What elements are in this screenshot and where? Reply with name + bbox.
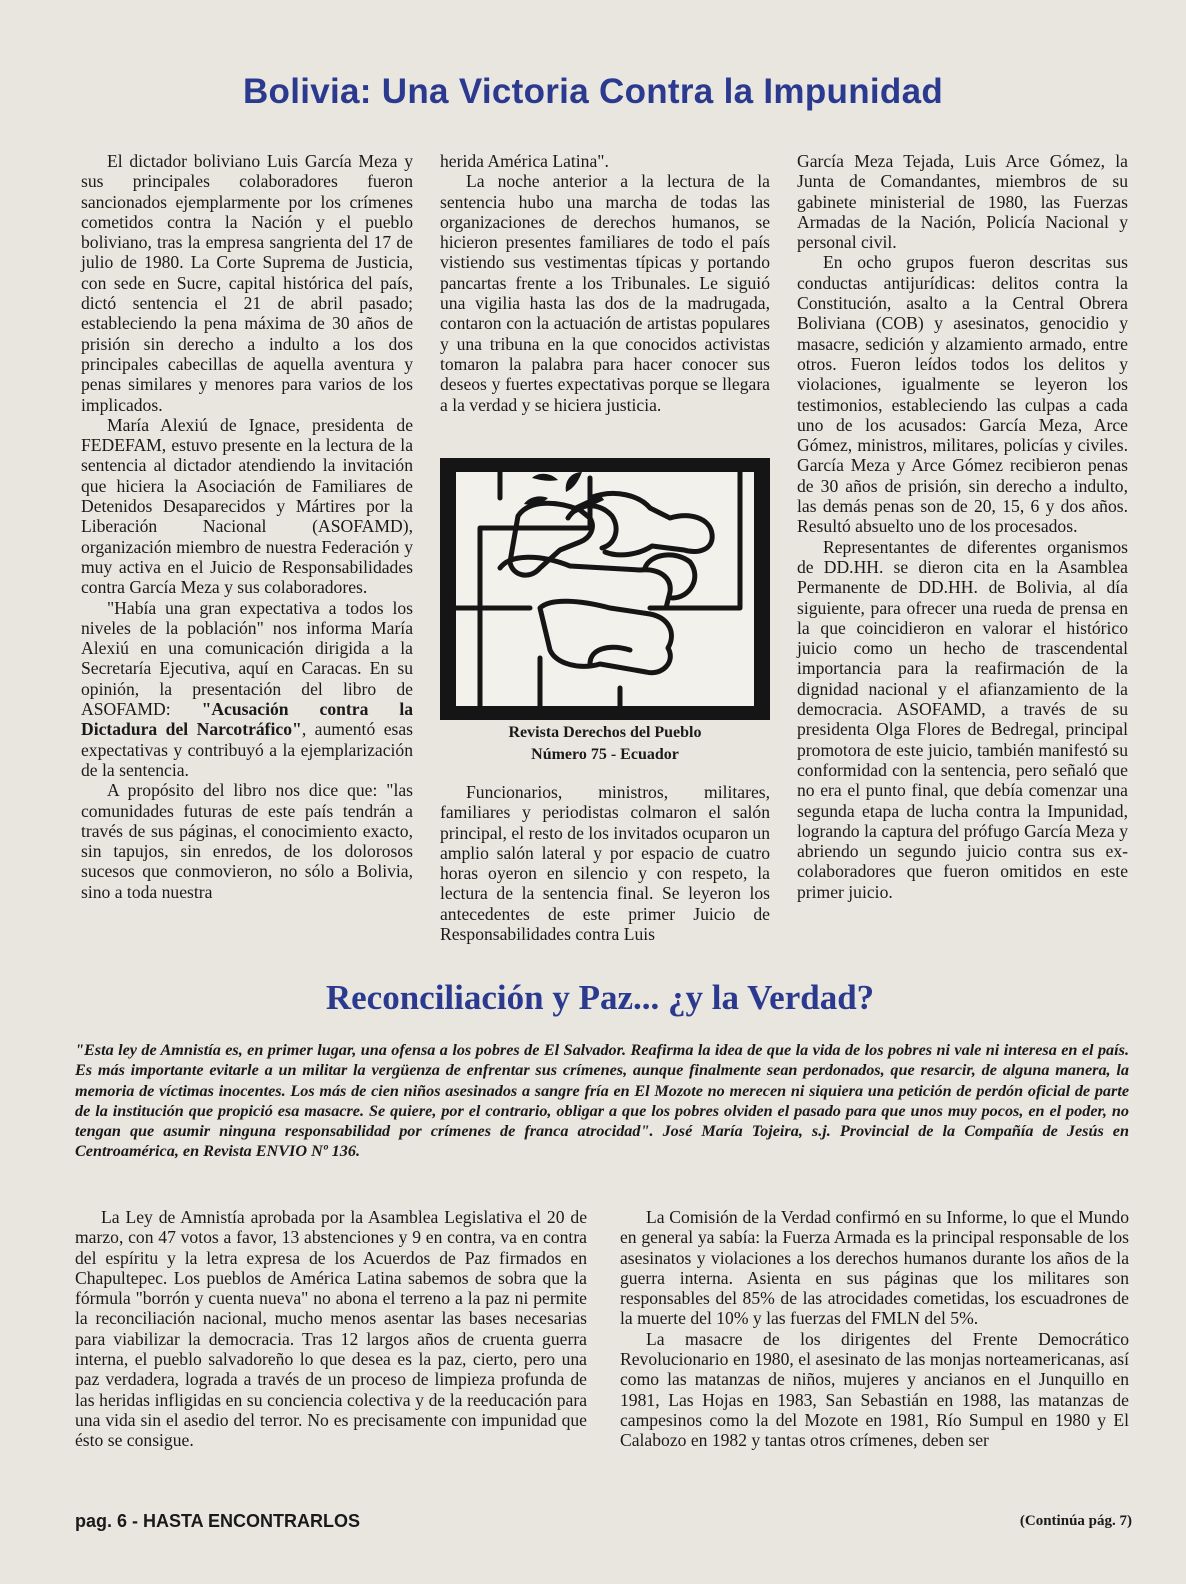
caption-line: Número 75 - Ecuador (531, 746, 679, 763)
paragraph: El dictador boliviano Luis García Meza y sus principales colaboradores fueron sancionados ejemplarmente por los crímenes cometidos contra la Nación y el pueblo boliviano, tras la empresa sangrienta del 17 de julio de 1980. La Corte Suprema de Justicia, con sede en Sucre, capital histórica del país, dictó sentencia el 21 de abril pasado; estableciendo la pena máxima de 30 años de prisión sin derecho a indulto a los dos principales cabecillas de aquella aventura y penas similares y menores para varios de los implicados. (81, 151, 413, 415)
article2-title: Reconciliación y Paz... ¿y la Verdad? (325, 978, 875, 1017)
article2-column-2 (620, 1207, 1129, 1451)
paragraph: Representantes de diferentes organismos de DD.HH. se dieron cita en la Asamblea Permanente de DD.HH. de Bolivia, al día siguiente, para ofrecer una rueda de prensa en la que coincidieron en valorar el histórico juicio como un hecho de trascendental importancia para la reafirmación de la dignidad nacional y el afianzamiento de la democracia. ASOFAMD, a través de su presidenta Olga Flores de Bedregal, principal promotora de este juicio, también manifestó su conformidad con la sentencia, pero señaló que no era el punto final, que debía comenzar una segunda etapa de lucha contra la Impunidad, logrando la captura del prófugo García Meza y abriendo un segundo juicio contra sus ex-colaboradores que fueron omitidos en este primer juicio. (797, 536, 1128, 902)
paragraph: La Comisión de la Verdad confirmó en su Informe, lo que el Mundo en general ya sabía: la Fuerza Armada es la principal responsable de los asesinatos y violaciones a los derechos humanos durante los años de la guerra interna. Asienta en sus páginas que los militares son responsables del 85% de las atrocidades cometidas, los escuadrones de la muerte del 10% y las fuerzas del FMLN del 5%. (620, 1207, 1129, 1329)
page-footer-folio: pag. 6 - HASTA ENCONTRARLOS (75, 1511, 361, 1531)
paragraph: Funcionarios, ministros, militares, familiares y periodistas colmaron el salón principal, el resto de los invitados ocuparon un amplio salón lateral y por espacio de cuatro horas oyeron en silencio y con respeto, la lectura de la sentencia final. Se leyeron los antecedentes de este primer Juicio de Responsabilidades contra Luis (440, 782, 770, 945)
paragraph: En ocho grupos fueron descritas sus conductas antijurídicas: delitos contra la Constitución, asalto a la Central Obrera Boliviana (COB) y asesinatos, genocidio y masacre, sedición y alzamiento armado, entre otros. Fueron leídos todos los delitos y violaciones, igualmente se leyeron los testimonios, estableciendo las culpas a cada uno de los acusados: García Meza, Arce Gómez, ministros, militares, policías y civiles. García Meza y Arce Gómez recibieron penas de 30 años de prisión, sin derecho a indulto, las demás penas son de 20, 15, 6 y dos años. Resultó absuelto uno de los procesados. (797, 252, 1128, 537)
continued-notice: (Continúa pág. 7) (1019, 1513, 1132, 1529)
article2-column-1 (75, 1207, 587, 1451)
book-title: "Acusación contra la Dictadura del Narcotráfico" (81, 699, 413, 740)
paragraph: "Había una gran expectativa a todos los niveles de la población" nos informa María Alexiú en una comunicación dirigida a la Secretaría Ejecutiva, aquí en Caracas. En su opinión, la presentación del libro de ASOFAMD: "Acusación contra la Dictadura del Narcotráfico", aumentó esas expectativas y contribuyó a la ejemplarización de la sentencia. (81, 597, 414, 780)
paragraph: A propósito del libro nos dice que: "las comunidades futuras de este país tendrán a través de sus páginas, el conocimiento exacto, sin tapujos, sin enredos, de los dolorosos sucesos que conmovieron, no sólo a Bolivia, sino a toda nuestra (81, 780, 413, 902)
article1-column-2-bottom (440, 782, 770, 944)
paragraph: María Alexiú de Ignace, presidenta de FEDEFAM, estuvo presente en la lectura de la sentencia al dictador atendiendo la invitación que hiciera la Asociación de Familiares de Detenidos Desaparecidos y Mártires por la Liberación Nacional (ASOFAMD), organización miembro de nuestra Federación y muy activa en el Juicio de Responsabilidades contra García Meza y sus colaboradores. (81, 414, 413, 598)
paragraph: herida América Latina". (440, 151, 609, 171)
paragraph: García Meza Tejada, Luis Arce Gómez, la Junta de Comandantes, miembros de su gabinete ministerial de 1980, las Fuerzas Armadas de la Nación, Policía Nacional y personal civil. (797, 151, 1128, 253)
caption-line: Revista Derechos del Pueblo (508, 724, 702, 741)
article1-column-3 (797, 151, 1128, 902)
dove-hands-icon (440, 458, 770, 720)
article2-epigraph-quote: "Esta ley de Amnistía es, en primer lugar, una ofensa a los pobres de El Salvador. Reafirma la idea de que la vida de los pobres ni vale ni interesa en el país. Es más importante evitarle a un militar la vergüenza de enfrentar sus crímenes, aunque finalmente sean perdonados, que resarcir, de alguna manera, la memoria de víctimas inocentes. Los más de cien niños asesinados a sangre fría en El Mozote no merecen ni siquiera una petición de perdón oficial de parte de la institución que propició esa masacre. Se quiere, por el contrario, obligar a que los pobres olviden el pasado para que unos muy pocos, en el poder, no tengan que asumir ninguna responsabilidad por crímenes de franca atrocidad". José María Tojeira, s.j. Provincial de la Compañía de Jesús en Centroamérica, en Revista ENVIO Nº 136. (75, 1041, 1129, 1161)
article1-title: Bolivia: Una Victoria Contra la Impunidad (242, 72, 944, 111)
paragraph: La masacre de los dirigentes del Frente Democrático Revolucionario en 1980, el asesinato de las monjas norteamericanas, así como las matanzas de niños, mujeres y ancianos en el Junquillo en 1981, Las Hojas en 1983, San Sebastián en 1988, las matanzas de campesinos como la del Mozote en 1981, Río Sumpul en 1980 y El Calabozo en 1982 y tantas otros crímenes, deben ser (620, 1328, 1129, 1451)
article1-column-1 (81, 151, 413, 902)
illustration-caption (440, 722, 770, 766)
dove-hands-illustration (440, 458, 770, 720)
paragraph: La noche anterior a la lectura de la sentencia hubo una marcha de todas las organizaciones de derechos humanos, se hicieron presentes familiares de todo el país vistiendo sus vestimentas típicas y portando pancartas frente a los Tribunales. Le siguió una vigilia hasta las dos de la madrugada, contaron con la actuación de artistas populares y una tribuna en la que conocidos activistas tomaron la palabra para hacer conocer sus deseos y fuertes expectativas porque se llegara a la verdad y se hiciera justicia. (440, 171, 770, 415)
article1-column-2-top (440, 151, 770, 415)
paragraph: La Ley de Amnistía aprobada por la Asamblea Legislativa el 20 de marzo, con 47 votos a favor, 13 abstenciones y 9 en contra, va en contra del espíritu y la letra expresa de los Acuerdos de Paz firmados en Chapultepec. Los pueblos de América Latina sabemos de sobra que la fórmula "borrón y cuenta nueva" no abona el terreno a la paz ni permite la reconciliación nacional, mucho menos asentar las bases necesarias para viabilizar la democracia. Tras 12 largos años de cruenta guerra interna, el pueblo salvadoreño lo que desea es la paz, cierto, pero una paz verdadera, lograda a través de un proceso de limpieza profunda de las heridas infligidas en su conciencia colectiva y de la reeducación para una vida sin el asedio del terror. No es precisamente con impunidad que ésto se consigue. (75, 1207, 587, 1451)
